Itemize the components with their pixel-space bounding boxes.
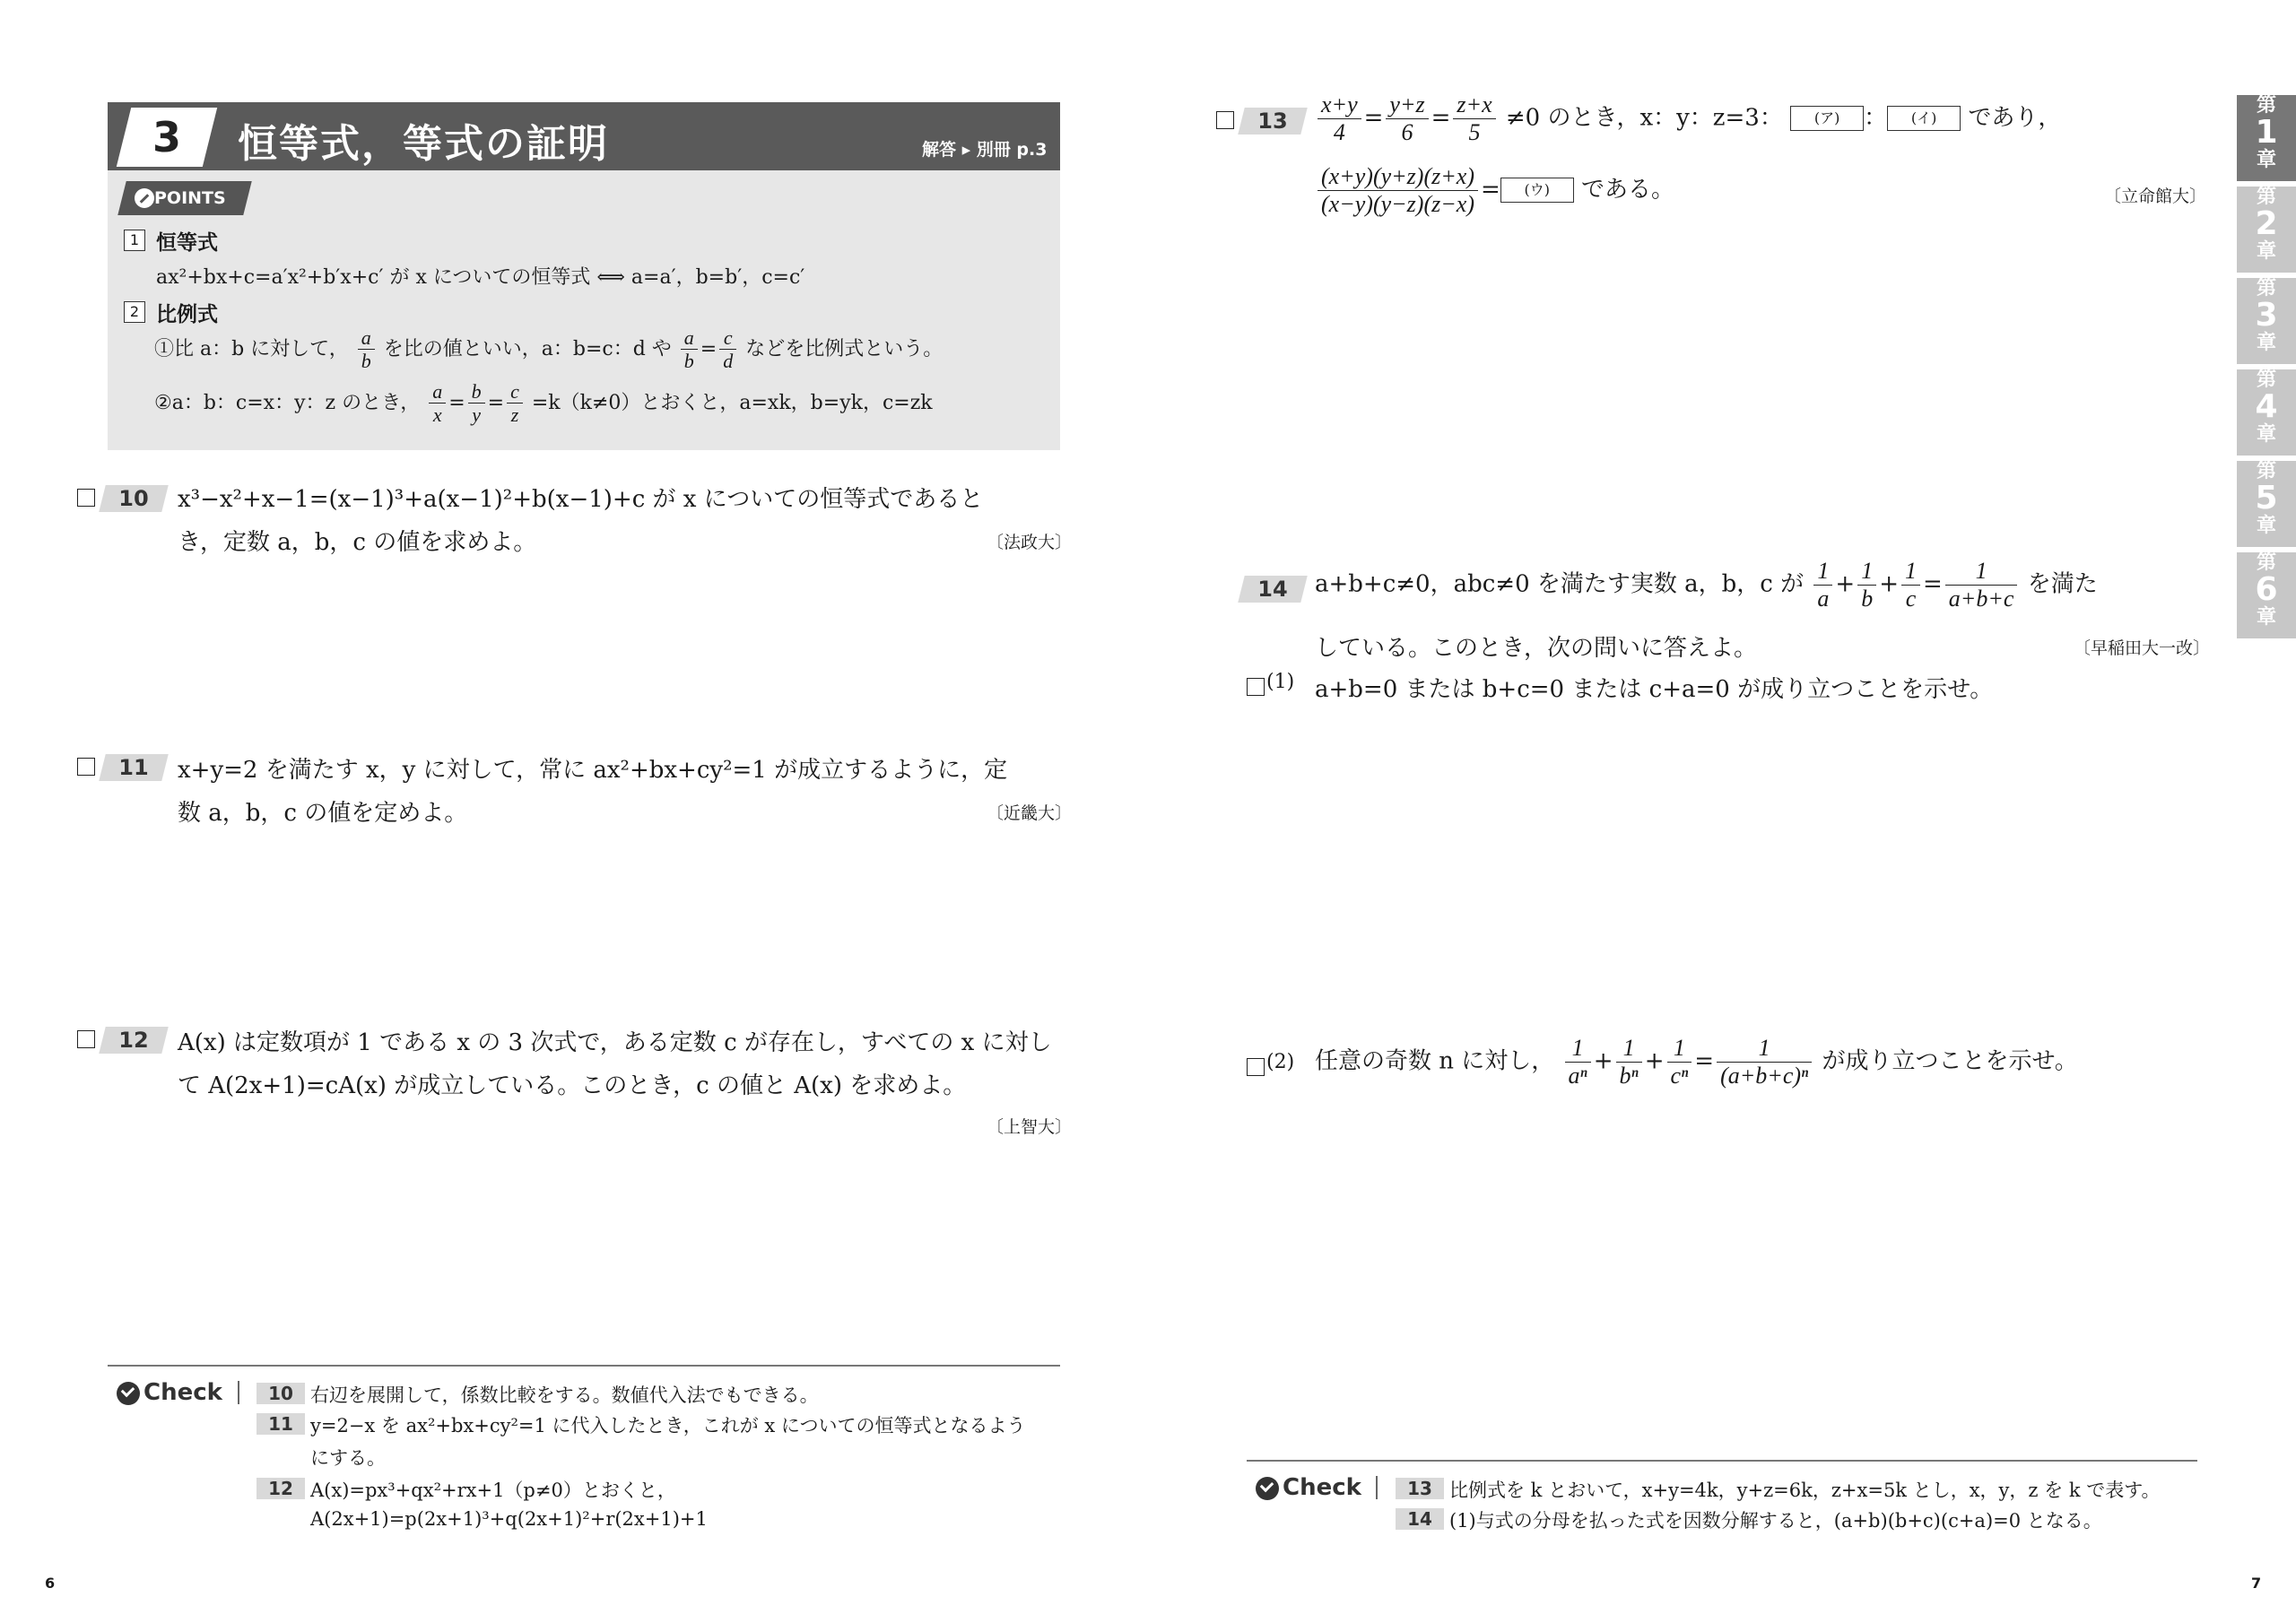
page-number-left: 6 (45, 1575, 56, 1592)
problem-14-2-text: 任意の奇数 n に対し， $\frac{1}{\text{aⁿ}}$ + $\frac{1}{\text{bⁿ}}$ + $\frac{1}{\text{cⁿ}}$ = $\frac{1}{\text{(a+b+c)ⁿ}}$ が成り立つことを示せ。 (1315, 1035, 2078, 1089)
chapter-tab-1[interactable]: 第 1 章 (2237, 95, 2296, 181)
fraction: $\frac{1}{c}$ (1901, 558, 1920, 612)
check-10-text: 右辺を展開して，係数比較をする。数値代入法でもできる。 (310, 1384, 819, 1406)
answer-reference: 解答 ▸ 別冊 p.3 (922, 140, 1048, 160)
problem-11-line-1: x+y=2 を満たす x，y に対して，常に ax²+bx+cy²=1 が成立するように，定 (178, 757, 1008, 784)
fraction: $\frac{a}{x}$ (429, 380, 446, 427)
fraction: $\frac{c}{d}$ (719, 326, 736, 373)
fraction: $\frac{1}{\text{cⁿ}}$ (1667, 1035, 1692, 1089)
problem-12-source: 〔上智大〕 (987, 1117, 1073, 1137)
problem-14-2-label: (2) (1266, 1051, 1295, 1073)
problem-12-line-2: て A(2x+1)=cA(x) が成立している。このとき，c の値と A(x) を求めよ。 (178, 1072, 967, 1099)
check-11-text-2: にする。 (310, 1447, 386, 1469)
check-10-number: 10 (257, 1383, 305, 1404)
problem-13-line-1: $\frac{x+y}{4}$ = $\frac{y+z}{6}$ = $\frac{z+x}{5}$ ≠0 のとき，x：y：z=3： (ア) ： (イ) であり， (1315, 91, 2061, 146)
fraction: $\frac{1}{\text{bⁿ}}$ (1616, 1035, 1642, 1089)
check-heading: Check (117, 1379, 222, 1406)
problem-12-checkbox[interactable] (77, 1030, 95, 1048)
point-1-text: ax²+bx+c=a′x²+b′x+c′ が x についての恒等式 ⟺ a=a′，b=b′，c=c′ (156, 266, 805, 289)
problem-11-line-2: 数 a，b，c の値を定めよ。 (178, 800, 468, 827)
page-number-right: 7 (2251, 1575, 2262, 1592)
check-11-number: 11 (257, 1413, 305, 1435)
check-12-text-1: A(x)=px³+qx²+rx+1（p≠0）とおくと， (310, 1480, 676, 1501)
problem-13-line-2: $\frac{(x+y)(y+z)(z+x)}{(x-y)(y-z)(z-x)}$ = (ウ) である。 (1315, 163, 1674, 218)
pencil-icon (135, 188, 154, 208)
problem-10-checkbox[interactable] (77, 489, 95, 507)
fraction: $\frac{b}{y}$ (468, 380, 485, 427)
problem-14-line-2: している。このとき，次の問いに答えよ。 (1315, 635, 1757, 662)
fraction: $\frac{(x+y)(y+z)(z+x)}{(x-y)(y-z)(z-x)}$ (1318, 163, 1478, 218)
fraction: $\frac{1}{a+b+c}$ (1945, 558, 2018, 612)
chapter-tab-6[interactable]: 第 6 章 (2237, 552, 2296, 638)
chapter-tab-5[interactable]: 第 5 章 (2237, 461, 2296, 547)
problem-13-number: 13 (1238, 108, 1307, 135)
fraction: $\frac{a}{b}$ (681, 326, 698, 373)
point-2-number: 2 (124, 301, 145, 323)
problem-12-number: 12 (99, 1027, 168, 1054)
fraction: $\frac{1}{\text{(a+b+c)ⁿ}}$ (1717, 1035, 1812, 1089)
check-13-number: 13 (1396, 1478, 1444, 1499)
fraction: $\frac{x+y}{4}$ (1318, 91, 1361, 146)
fraction: $\frac{y+z}{6}$ (1386, 91, 1428, 146)
section-number: 3 (152, 113, 181, 161)
check-divider-right (1247, 1460, 2197, 1462)
point-2-line-1: ①比 a：b に対して， $\frac{a}{b}$ を比の値といい，a：b=c：d や $\frac{a}{b}$ = $\frac{c}{d}$ などを比例式という。 (154, 326, 944, 373)
check-separator (238, 1381, 239, 1404)
blank-i[interactable]: (イ) (1887, 106, 1961, 131)
blank-a[interactable]: (ア) (1790, 106, 1864, 131)
check-12-number: 12 (257, 1478, 305, 1499)
check-icon (1256, 1477, 1279, 1500)
problem-14-line-1: a+b+c≠0，abc≠0 を満たす実数 a，b，c が $\frac{1}{a}$ + $\frac{1}{b}$ + $\frac{1}{c}$ = $\frac{1}{a+b+c}$ を満た (1315, 558, 2098, 612)
problem-10-line-1: x³−x²+x−1=(x−1)³+a(x−1)²+b(x−1)+c が x についての恒等式であると (178, 486, 984, 513)
problem-10-line-2: き，定数 a，b，c の値を求めよ。 (178, 529, 537, 556)
check-divider (108, 1365, 1060, 1367)
blank-u[interactable]: (ウ) (1500, 178, 1574, 203)
fraction: $\frac{1}{b}$ (1857, 558, 1876, 612)
check-13-text: 比例式を k とおいて，x+y=4k，y+z=6k，z+x=5k とし，x，y，z を k で表す。 (1449, 1480, 2161, 1501)
problem-14-1-label: (1) (1266, 671, 1295, 693)
point-2-line-2: ②a：b：c=x：y：z のとき， $\frac{a}{x}$ = $\frac{b}{y}$ = $\frac{c}{z}$ =k（k≠0）とおくと，a=xk，b=yk，c=zk (154, 380, 933, 427)
fraction: $\frac{a}{b}$ (358, 326, 375, 373)
check-14-number: 14 (1396, 1508, 1444, 1530)
problem-12-line-1: A(x) は定数項が 1 である x の 3 次式で，ある定数 c が存在し，すべての x に対し (178, 1029, 1052, 1056)
check-heading-right: Check (1256, 1474, 1361, 1501)
problem-14-number: 14 (1238, 576, 1307, 603)
fraction: $\frac{1}{\text{aⁿ}}$ (1565, 1035, 1591, 1089)
point-1-number: 1 (124, 230, 145, 251)
check-icon (117, 1382, 140, 1405)
point-2-heading: 比例式 (156, 303, 218, 326)
problem-14-1-checkbox[interactable] (1247, 678, 1265, 696)
section-number-box (117, 108, 217, 167)
fraction: $\frac{c}{z}$ (507, 380, 523, 427)
check-separator-right (1376, 1476, 1378, 1499)
section-title: 恒等式，等式の証明 (238, 121, 609, 167)
problem-11-source: 〔近畿大〕 (987, 803, 1073, 823)
chapter-tab-4[interactable]: 第 4 章 (2237, 369, 2296, 456)
problem-11-checkbox[interactable] (77, 758, 95, 776)
problem-14-1-text: a+b=0 または b+c=0 または c+a=0 が成り立つことを示せ。 (1315, 676, 1994, 703)
chapter-tab-2[interactable]: 第 2 章 (2237, 187, 2296, 273)
problem-14-2-checkbox[interactable] (1247, 1058, 1265, 1076)
check-12-text-2: A(2x+1)=p(2x+1)³+q(2x+1)²+r(2x+1)+1 (310, 1508, 708, 1530)
problem-10-source: 〔法政大〕 (987, 533, 1073, 552)
chapter-tab-3[interactable]: 第 3 章 (2237, 278, 2296, 364)
fraction: $\frac{1}{a}$ (1813, 558, 1832, 612)
point-1-heading: 恒等式 (156, 231, 218, 255)
problem-10-number: 10 (99, 485, 168, 512)
problem-13-source: 〔立命館大〕 (2104, 187, 2207, 206)
problem-11-number: 11 (99, 754, 168, 781)
fraction: $\frac{z+x}{5}$ (1453, 91, 1495, 146)
check-11-text-1: y=2−x を ax²+bx+cy²=1 に代入したとき，これが x についての恒等式となるよう (310, 1415, 1026, 1436)
problem-13-checkbox[interactable] (1216, 111, 1234, 129)
problem-14-source: 〔早稲田大一改〕 (2074, 638, 2211, 658)
points-badge: POINTS (117, 181, 251, 215)
check-14-text: (1)与式の分母を払った式を因数分解すると，(a+b)(b+c)(c+a)=0 となる。 (1449, 1510, 2102, 1532)
